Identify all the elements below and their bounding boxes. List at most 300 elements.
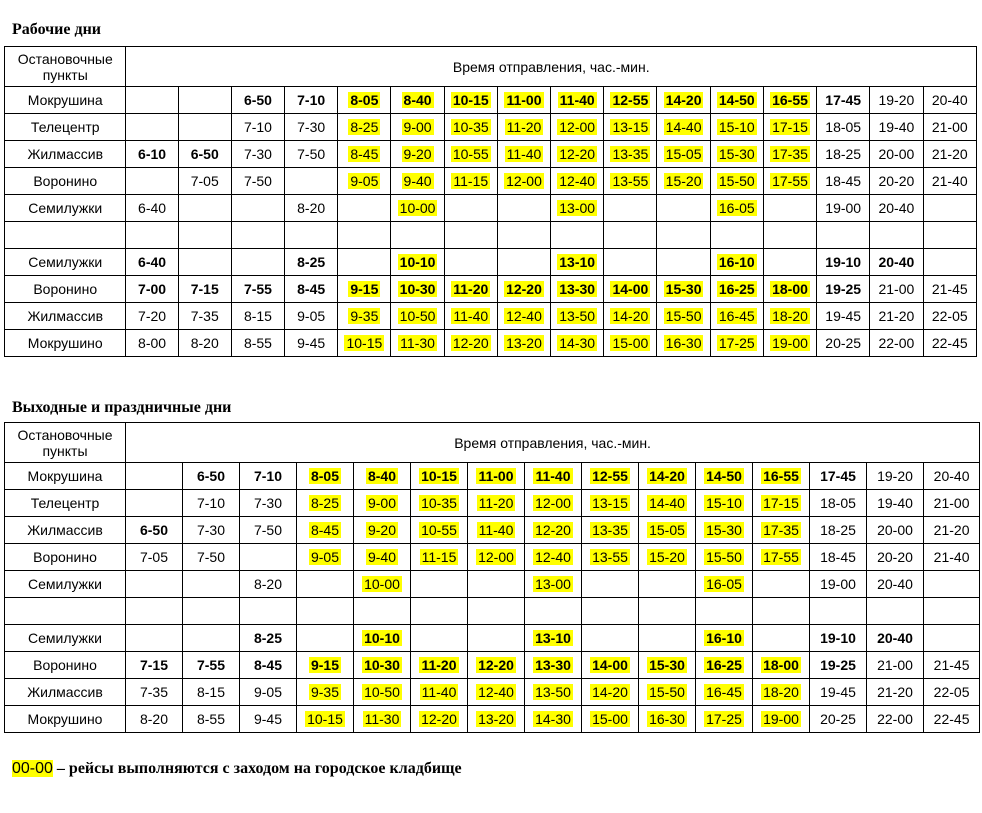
departure-cell	[710, 276, 763, 303]
departure-cell: 6-50	[231, 87, 284, 114]
cemetery-trip-time: 9-00	[403, 119, 432, 135]
table-row	[5, 625, 980, 652]
departure-cell	[411, 625, 468, 652]
cemetery-trip-time: 12-55	[592, 468, 628, 484]
departure-cell	[525, 706, 582, 733]
departure-cell: 7-00	[126, 276, 178, 303]
cemetery-trip-time: 17-25	[706, 711, 742, 727]
departure-cell: 22-05	[923, 303, 977, 330]
cemetery-trip-time: 16-55	[772, 92, 808, 108]
departure-cell	[411, 679, 468, 706]
departure-cell: 17-45	[817, 87, 870, 114]
table-row	[5, 249, 977, 276]
departure-cell	[231, 249, 284, 276]
cemetery-trip-time: 15-05	[665, 146, 702, 162]
cemetery-trip-time: 11-40	[506, 146, 542, 162]
cemetery-trip-time: 15-50	[718, 173, 755, 189]
cemetery-trip-time: 18-20	[763, 684, 799, 700]
departure-cell	[354, 490, 411, 517]
departure-cell	[753, 490, 810, 517]
cemetery-trip-time: 11-30	[400, 335, 435, 351]
departure-cell: 19-20	[867, 463, 924, 490]
cemetery-trip-time: 16-25	[706, 657, 742, 673]
departure-cell	[178, 114, 231, 141]
cemetery-trip-time: 14-20	[649, 468, 685, 484]
cemetery-trip-time: 13-15	[612, 119, 649, 135]
departure-cell	[710, 330, 763, 357]
cemetery-trip-time: 8-40	[403, 92, 432, 108]
departure-cell	[231, 222, 284, 249]
departure-cell	[763, 141, 816, 168]
departure-cell	[525, 517, 582, 544]
departure-cell	[338, 114, 391, 141]
departure-cell: 19-00	[810, 571, 867, 598]
departure-cell	[753, 679, 810, 706]
cemetery-trip-time: 8-40	[367, 468, 397, 484]
stop-name: Семилужки	[5, 625, 126, 652]
stop-name: Семилужки	[5, 571, 126, 598]
stop-name: Мокрушино	[5, 330, 126, 357]
departure-cell	[696, 679, 753, 706]
table-row	[5, 168, 977, 195]
departure-cell: 22-00	[870, 330, 923, 357]
departure-cell	[924, 625, 980, 652]
departure-cell: 8-45	[285, 276, 338, 303]
departure-cell: 7-05	[126, 544, 183, 571]
departure-cell: 18-25	[810, 517, 867, 544]
cemetery-trip-time: 9-40	[367, 549, 397, 565]
cemetery-trip-time: 13-10	[559, 254, 596, 270]
stop-name: Семилужки	[5, 249, 126, 276]
departure-cell	[297, 463, 354, 490]
stop-name: Мокрушина	[5, 87, 126, 114]
departure-cell	[582, 598, 639, 625]
departure-cell: 9-45	[285, 330, 338, 357]
stop-name	[5, 598, 126, 625]
stops-header: Остановочные пункты	[5, 47, 126, 87]
cemetery-trip-time: 8-05	[310, 468, 340, 484]
departure-cell	[582, 571, 639, 598]
departure-cell	[391, 195, 444, 222]
departure-cell: 19-40	[867, 490, 924, 517]
departure-cell: 7-30	[240, 490, 297, 517]
departure-cell	[497, 276, 550, 303]
departure-cell	[582, 544, 639, 571]
departure-cell	[525, 679, 582, 706]
stop-name: Жилмассив	[5, 679, 126, 706]
weekday-schedule-table	[4, 46, 977, 357]
departure-cell	[411, 598, 468, 625]
cemetery-trip-time: 13-35	[612, 146, 649, 162]
departure-cell	[497, 195, 550, 222]
departure-cell: 21-20	[870, 303, 923, 330]
cemetery-trip-time: 14-40	[665, 119, 702, 135]
cemetery-trip-time: 12-40	[559, 173, 596, 189]
departure-cell	[604, 249, 657, 276]
departure-cell	[525, 625, 582, 652]
cemetery-trip-time: 15-20	[665, 173, 702, 189]
departure-cell: 7-15	[126, 652, 183, 679]
departure-cell: 7-30	[183, 517, 240, 544]
departure-cell	[391, 114, 444, 141]
cemetery-trip-time: 13-35	[592, 522, 628, 538]
departure-cell	[763, 222, 816, 249]
departure-cell	[604, 141, 657, 168]
cemetery-trip-time: 16-45	[706, 684, 742, 700]
departure-cell: 21-00	[867, 652, 924, 679]
departure-cell	[297, 598, 354, 625]
cemetery-trip-time: 16-10	[718, 254, 755, 270]
departure-cell	[411, 652, 468, 679]
departure-cell	[551, 141, 604, 168]
departure-cell	[391, 249, 444, 276]
cemetery-trip-time: 15-50	[706, 549, 742, 565]
departure-cell	[525, 544, 582, 571]
cemetery-trip-time: 15-00	[592, 711, 628, 727]
cemetery-trip-time: 19-00	[763, 711, 799, 727]
departure-cell	[497, 330, 550, 357]
cemetery-trip-time: 17-15	[763, 495, 799, 511]
departure-cell: 22-00	[867, 706, 924, 733]
departure-cell: 9-05	[240, 679, 297, 706]
table-row	[5, 544, 980, 571]
weekday-title: Рабочие дни	[12, 21, 102, 38]
departure-cell	[604, 330, 657, 357]
departure-cell	[338, 195, 391, 222]
departure-cell	[639, 706, 696, 733]
departure-cell	[468, 706, 525, 733]
departure-cell	[338, 276, 391, 303]
departure-cell	[444, 114, 497, 141]
departure-cell	[639, 544, 696, 571]
departure-cell: 8-00	[126, 330, 178, 357]
departure-cell	[444, 222, 497, 249]
cemetery-trip-time: 9-00	[367, 495, 397, 511]
departure-cell	[551, 303, 604, 330]
cemetery-trip-time: 12-20	[421, 711, 457, 727]
cemetery-trip-time: 16-05	[706, 576, 742, 592]
departure-cell	[240, 544, 297, 571]
departure-cell: 8-20	[285, 195, 338, 222]
departure-cell: 8-15	[231, 303, 284, 330]
departure-cell	[639, 517, 696, 544]
departure-cell: 20-20	[867, 544, 924, 571]
departure-cell: 6-50	[183, 463, 240, 490]
cemetery-trip-time: 15-30	[718, 146, 755, 162]
cemetery-trip-time: 11-40	[478, 522, 514, 538]
cemetery-trip-time: 17-55	[772, 173, 808, 189]
departure-cell	[657, 195, 710, 222]
departure-cell	[696, 706, 753, 733]
departure-cell: 8-20	[240, 571, 297, 598]
departure-cell: 17-45	[810, 463, 867, 490]
stop-name: Жилмассив	[5, 303, 126, 330]
departure-cell	[468, 679, 525, 706]
departure-cell	[763, 87, 816, 114]
departure-cell: 21-00	[870, 276, 923, 303]
departure-cell: 18-45	[810, 544, 867, 571]
departure-cell	[763, 195, 816, 222]
cemetery-trip-time: 8-45	[310, 522, 340, 538]
table-row	[5, 571, 980, 598]
cemetery-trip-time: 11-20	[506, 119, 542, 135]
departure-cell	[870, 222, 923, 249]
departure-cell	[411, 571, 468, 598]
departure-cell	[497, 222, 550, 249]
departure-cell	[297, 571, 354, 598]
departure-cell: 20-40	[924, 463, 980, 490]
departure-cell	[178, 222, 231, 249]
cemetery-trip-time: 14-30	[559, 335, 596, 351]
stop-name	[5, 222, 126, 249]
cemetery-trip-time: 10-50	[364, 684, 400, 700]
departure-cell	[696, 463, 753, 490]
cemetery-trip-time: 11-40	[535, 468, 571, 484]
departure-cell: 19-45	[810, 679, 867, 706]
departure-cell: 22-45	[923, 330, 977, 357]
departure-cell: 20-25	[810, 706, 867, 733]
departure-cell	[639, 598, 696, 625]
departure-cell	[126, 463, 183, 490]
departure-cell	[657, 330, 710, 357]
departure-cell	[604, 303, 657, 330]
cemetery-trip-time: 8-45	[350, 146, 379, 162]
departure-cell	[582, 463, 639, 490]
cemetery-trip-time: 16-30	[649, 711, 685, 727]
departure-cell	[710, 303, 763, 330]
departure-cell: 20-40	[923, 87, 977, 114]
departure-cell	[657, 141, 710, 168]
cemetery-trip-time: 13-30	[559, 281, 596, 297]
departure-cell	[468, 544, 525, 571]
departure-cell: 20-40	[867, 625, 924, 652]
departure-cell	[285, 168, 338, 195]
departure-cell	[468, 625, 525, 652]
cemetery-trip-time: 12-55	[612, 92, 649, 108]
weekend-schedule-table	[4, 422, 980, 733]
departure-cell	[710, 168, 763, 195]
cemetery-trip-time: 18-20	[772, 308, 808, 324]
cemetery-trip-time: 11-20	[421, 657, 457, 673]
departure-cell	[696, 598, 753, 625]
cemetery-trip-time: 11-40	[453, 308, 489, 324]
departure-cell: 18-05	[817, 114, 870, 141]
cemetery-trip-time: 16-05	[718, 200, 755, 216]
departure-cell	[338, 87, 391, 114]
departure-cell: 19-45	[817, 303, 870, 330]
cemetery-trip-time: 13-00	[535, 576, 571, 592]
table-row	[5, 330, 977, 357]
cemetery-trip-time: 9-20	[367, 522, 397, 538]
cemetery-trip-time: 8-25	[350, 119, 379, 135]
cemetery-trip-time: 10-00	[399, 200, 436, 216]
departure-cell	[126, 87, 178, 114]
departure-cell: 8-20	[126, 706, 183, 733]
cemetery-trip-time: 14-50	[706, 468, 742, 484]
departure-cell	[391, 276, 444, 303]
departure-cell: 6-10	[126, 141, 178, 168]
departure-cell	[468, 490, 525, 517]
departure-cell	[354, 598, 411, 625]
departure-cell	[551, 249, 604, 276]
table-row	[5, 517, 980, 544]
cemetery-trip-time: 10-30	[364, 657, 400, 673]
departure-cell	[444, 303, 497, 330]
departure-cell	[639, 463, 696, 490]
departure-cell	[497, 249, 550, 276]
departure-cell	[639, 571, 696, 598]
cemetery-trip-time: 16-30	[665, 335, 702, 351]
stop-name: Воронино	[5, 276, 126, 303]
departure-cell	[525, 490, 582, 517]
departure-cell: 19-25	[810, 652, 867, 679]
departure-cell	[411, 544, 468, 571]
departure-cell	[604, 195, 657, 222]
departure-cell	[411, 706, 468, 733]
departure-cell	[604, 114, 657, 141]
cemetery-trip-time: 12-40	[478, 684, 514, 700]
departure-cell: 21-45	[924, 652, 980, 679]
cemetery-trip-time: 11-40	[421, 684, 457, 700]
cemetery-trip-time: 13-30	[535, 657, 571, 673]
departure-cell	[551, 87, 604, 114]
departure-cell: 7-55	[183, 652, 240, 679]
departure-cell	[525, 571, 582, 598]
departure-cell	[710, 195, 763, 222]
cemetery-trip-time: 14-20	[592, 684, 628, 700]
departure-cell	[444, 330, 497, 357]
departure-cell: 20-25	[817, 330, 870, 357]
cemetery-trip-time: 9-15	[310, 657, 340, 673]
departure-cell	[240, 598, 297, 625]
cemetery-trip-time: 14-50	[718, 92, 755, 108]
departure-cell	[710, 141, 763, 168]
cemetery-trip-time: 18-00	[772, 281, 808, 297]
table-row	[5, 679, 980, 706]
legend-text: – рейсы выполняются с заходом на городское кладбище	[52, 760, 462, 777]
departure-cell	[639, 679, 696, 706]
departure-cell	[657, 276, 710, 303]
cemetery-trip-time: 12-20	[506, 281, 542, 297]
departure-cell: 22-45	[924, 706, 980, 733]
departure-cell	[126, 571, 183, 598]
departure-cell	[657, 222, 710, 249]
departure-cell	[297, 490, 354, 517]
cemetery-trip-time: 13-50	[535, 684, 571, 700]
departure-cell	[582, 490, 639, 517]
departure-cell: 19-10	[817, 249, 870, 276]
table-row	[5, 114, 977, 141]
cemetery-trip-time: 16-25	[718, 281, 755, 297]
cemetery-trip-time: 10-10	[399, 254, 436, 270]
cemetery-trip-time: 17-55	[763, 549, 799, 565]
departure-cell	[582, 625, 639, 652]
departure-cell	[338, 303, 391, 330]
departure-cell: 8-20	[178, 330, 231, 357]
departure-cell: 7-50	[231, 168, 284, 195]
departure-cell: 20-00	[867, 517, 924, 544]
departure-cell	[338, 249, 391, 276]
departure-cell	[753, 598, 810, 625]
departure-cell	[763, 303, 816, 330]
departure-cell	[126, 490, 183, 517]
departure-cell	[411, 490, 468, 517]
departure-cell	[297, 625, 354, 652]
departure-cell: 7-50	[240, 517, 297, 544]
departure-cell: 6-40	[126, 249, 178, 276]
stop-name: Телецентр	[5, 114, 126, 141]
departure-cell: 7-10	[285, 87, 338, 114]
departure-cell	[497, 141, 550, 168]
departure-cell: 21-40	[923, 168, 977, 195]
departure-cell: 19-40	[870, 114, 923, 141]
departure-cell	[297, 706, 354, 733]
departure-cell	[639, 625, 696, 652]
departure-cell	[297, 517, 354, 544]
table-row	[5, 490, 980, 517]
departure-cell	[338, 168, 391, 195]
departure-cell	[867, 598, 924, 625]
departure-cell: 8-15	[183, 679, 240, 706]
departure-cell	[126, 114, 178, 141]
departure-cell: 19-25	[817, 276, 870, 303]
departure-cell: 18-25	[817, 141, 870, 168]
cemetery-trip-time: 8-25	[310, 495, 340, 511]
departure-cell	[497, 87, 550, 114]
departure-cell: 20-00	[870, 141, 923, 168]
departure-cell: 8-45	[240, 652, 297, 679]
departure-cell	[391, 87, 444, 114]
departure-cell: 7-10	[183, 490, 240, 517]
cemetery-trip-time: 10-30	[399, 281, 436, 297]
cemetery-trip-time: 15-30	[665, 281, 702, 297]
departure-cell	[468, 463, 525, 490]
table-row	[5, 652, 980, 679]
table-row	[5, 276, 977, 303]
cemetery-trip-time: 9-15	[350, 281, 379, 297]
cemetery-trip-time: 11-00	[506, 92, 542, 108]
table-row	[5, 195, 977, 222]
departure-cell	[178, 87, 231, 114]
departure-cell	[923, 222, 977, 249]
cemetery-trip-time: 16-55	[763, 468, 799, 484]
weekend-title: Выходные и праздничные дни	[12, 399, 232, 416]
cemetery-trip-time: 10-10	[364, 630, 400, 646]
departure-cell	[391, 141, 444, 168]
departure-cell	[923, 249, 977, 276]
cemetery-trip-time: 12-00	[559, 119, 596, 135]
departure-cell	[444, 276, 497, 303]
cemetery-trip-time: 9-40	[403, 173, 432, 189]
cemetery-trip-time: 10-35	[452, 119, 489, 135]
cemetery-trip-time: 12-20	[478, 657, 514, 673]
departure-cell: 19-20	[870, 87, 923, 114]
cemetery-trip-time: 17-35	[772, 146, 808, 162]
departure-cell: 20-40	[870, 195, 923, 222]
cemetery-trip-time: 11-15	[453, 173, 489, 189]
departure-cell	[391, 303, 444, 330]
departure-cell	[297, 679, 354, 706]
cemetery-trip-time: 14-40	[649, 495, 685, 511]
cemetery-trip-time: 13-50	[559, 308, 596, 324]
departure-cell	[497, 168, 550, 195]
departure-cell	[551, 114, 604, 141]
cemetery-trip-time: 11-15	[421, 549, 457, 565]
cemetery-trip-time: 10-00	[364, 576, 400, 592]
departure-cell	[183, 571, 240, 598]
departure-cell	[710, 87, 763, 114]
cemetery-trip-time: 9-35	[350, 308, 379, 324]
